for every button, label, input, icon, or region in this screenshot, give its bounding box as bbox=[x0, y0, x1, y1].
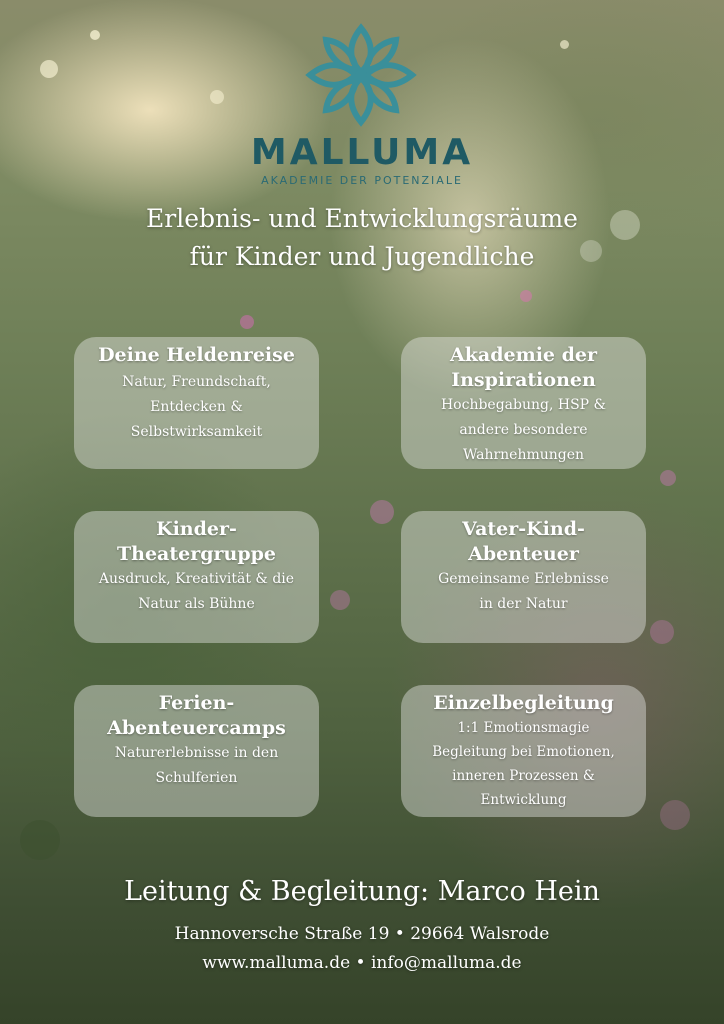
brand-name: MALLUMA bbox=[250, 132, 474, 173]
headline-line-1: Erlebnis- und Entwicklungsräume bbox=[146, 204, 578, 233]
offer-card-vater-kind bbox=[401, 511, 646, 643]
offer-text: Gemeinsame Erlebnisse in der Natur bbox=[438, 571, 609, 612]
web-and-email: www.malluma.de • info@malluma.de bbox=[202, 953, 522, 973]
offer-text: 1:1 Emotionsmagie Begleitung bei Emotionen, inneren Prozessen & Entwicklung bbox=[432, 720, 615, 808]
offer-title: Kinder- Theatergruppe bbox=[117, 518, 276, 565]
brand-tagline: AKADEMIE DER POTENZIALE bbox=[261, 174, 463, 187]
leader-line: Leitung & Begleitung: Marco Hein bbox=[124, 876, 600, 907]
address: Hannoversche Straße 19 • 29664 Walsrode bbox=[174, 924, 550, 944]
offer-title: Akademie der Inspirationen bbox=[450, 344, 597, 391]
offer-title: Vater-Kind- Abenteuer bbox=[462, 518, 585, 565]
offer-text: Naturerlebnisse in den Schulferien bbox=[114, 745, 279, 786]
headline bbox=[0, 200, 724, 276]
offer-card-theatergruppe bbox=[74, 511, 319, 643]
offer-text: Ausdruck, Kreativität & die Natur als Bühne bbox=[98, 571, 295, 612]
offer-title: Deine Heldenreise bbox=[98, 344, 295, 366]
offer-card-akademie bbox=[401, 337, 646, 469]
lotus-flower-icon bbox=[298, 20, 424, 130]
offer-card-einzelbegleitung bbox=[401, 685, 646, 817]
offer-card-ferien bbox=[74, 685, 319, 817]
offer-title: Ferien- Abenteuercamps bbox=[107, 692, 286, 739]
offer-text: Hochbegabung, HSP & andere besondere Wahrnehmungen bbox=[440, 397, 607, 463]
headline-line-2: für Kinder und Jugendliche bbox=[189, 242, 535, 271]
offer-card-heldenreise bbox=[74, 337, 319, 469]
offer-title: Einzelbegleitung bbox=[433, 692, 614, 714]
offer-text: Natur, Freundschaft, Entdecken & Selbstwirksamkeit bbox=[122, 374, 271, 440]
